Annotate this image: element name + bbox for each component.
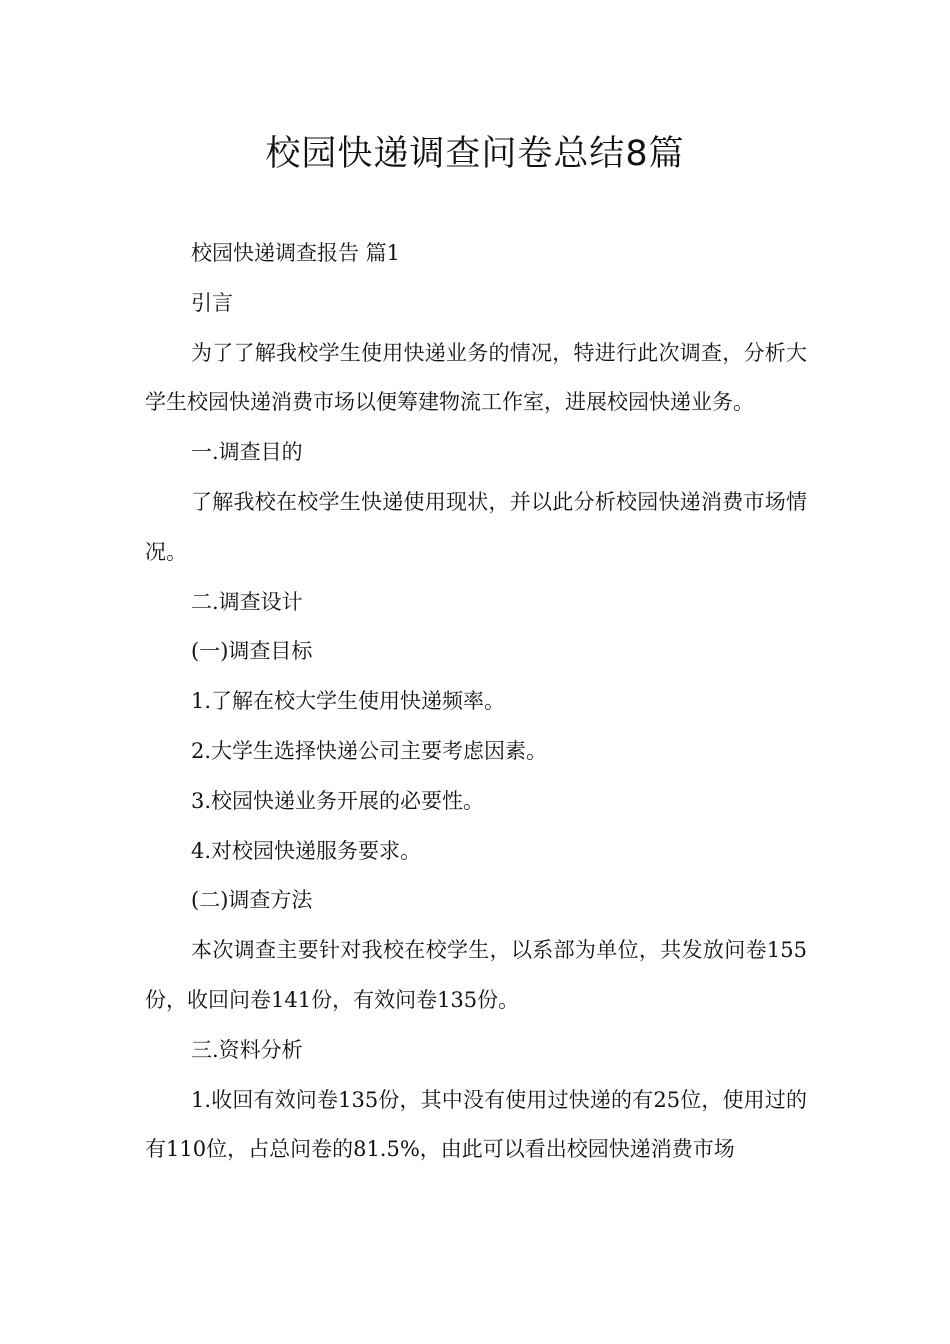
document-body [145, 229, 807, 1175]
section-heading-purpose: 一.调查目的 [191, 440, 303, 465]
list-item: 4.对校园快递服务要求。 [191, 838, 422, 863]
list-item: 1.了解在校大学生使用快递频率。 [191, 689, 506, 714]
paragraph-introduction: 为了了解我校学生使用快递业务的情况，特进行此次调查，分析大学生校园快递消费市场以便筹建物流工作室，进展校园快递业务。 [145, 340, 807, 415]
subsection-heading-method: (二)调查方法 [191, 888, 313, 913]
paragraph-analysis: 1.收回有效问卷135份，其中没有使用过快递的有25位，使用过的有110位，占总问卷的81.5%，由此可以看出校园快递消费市场 [145, 1087, 807, 1162]
section-heading-analysis: 三.资料分析 [191, 1037, 303, 1062]
section-heading-introduction: 引言 [191, 290, 233, 315]
paragraph-purpose: 了解我校在校学生快递使用现状，并以此分析校园快递消费市场情况。 [145, 489, 807, 564]
paragraph-method: 本次调查主要针对我校在校学生，以系部为单位，共发放问卷155份，收回问卷141份，有效问卷135份。 [145, 938, 807, 1012]
section-heading-report: 校园快递调查报告 篇1 [191, 241, 401, 265]
list-item: 3.校园快递业务开展的必要性。 [191, 788, 485, 813]
section-heading-design: 二.调查设计 [191, 589, 303, 614]
list-item: 2.大学生选择快递公司主要考虑因素。 [191, 738, 548, 763]
subsection-heading-goals: (一)调查目标 [191, 639, 313, 664]
document-title: 校园快递调查问卷总结8篇 [265, 134, 685, 174]
